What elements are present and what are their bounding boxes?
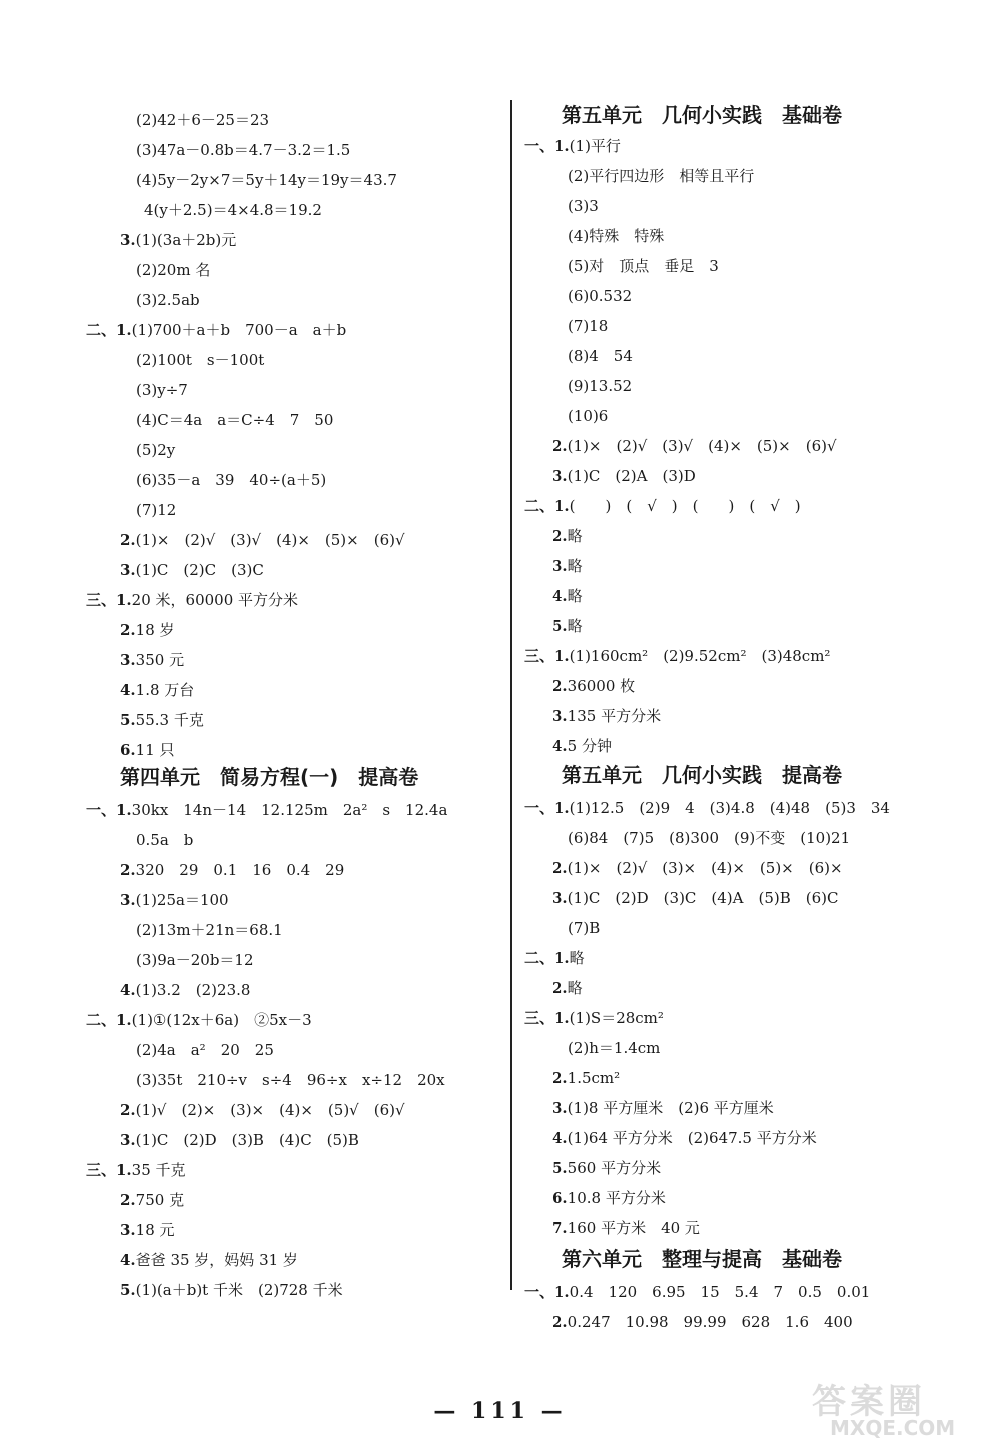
answer-text: (5)2y [136,441,176,459]
answer-line [568,316,608,336]
answer-text: (1)C (2)D (3)B (4)C (5)B [135,1131,359,1149]
question-number: 7. [552,1219,568,1237]
answer-line [120,1190,184,1210]
answer-text: (1)× (2)√ (3)√ (4)× (5)× (6)√ [135,531,405,549]
answer-text: 35 千克 [131,1161,186,1179]
answer-text: 5 分钟 [567,737,612,755]
question-number: 5. [120,1281,136,1299]
answer-line [552,1312,853,1332]
watermark-logo [812,1374,992,1438]
section-heading [562,102,842,128]
answer-text: (2)h＝1.4cm [568,1039,661,1057]
answer-line [552,616,583,636]
answer-line [552,586,583,606]
answer-line [524,136,621,156]
answer-text: 160 平方米 40 元 [567,1219,700,1237]
answer-text: (1)√ (2)× (3)× (4)× (5)√ (6)√ [135,1101,405,1119]
answer-text: (1)①(12x＋6a) ②5x－3 [131,1011,312,1029]
answer-text: 55.3 千克 [135,711,204,729]
answer-line [136,380,188,400]
answer-line [136,350,264,370]
answer-text: 4(y＋2.5)＝4×4.8＝19.2 [144,201,322,219]
answer-text: 750 克 [135,1191,185,1209]
answer-line [136,830,193,850]
answer-text: (4)特殊 特殊 [568,227,665,245]
question-number: 2. [120,1101,136,1119]
question-number: 2. [552,437,568,455]
answer-text: (1)700＋a＋b 700－a a＋b [131,321,347,339]
question-number: 一、1. [524,799,570,817]
answer-text: 36000 枚 [567,677,636,695]
answer-line [136,1040,274,1060]
answer-text: 略 [569,949,585,967]
answer-line [552,978,583,998]
answer-text: 略 [567,979,583,997]
answer-line [120,680,194,700]
section-heading-text: 第五单元 几何小实践 提高卷 [562,763,842,787]
answer-line [568,1038,660,1058]
answer-line [568,828,850,848]
answer-text: (7)18 [568,317,609,335]
question-number: 3. [120,561,136,579]
answer-line [568,166,754,186]
section-heading [120,764,418,790]
section-heading [562,1246,842,1272]
answer-text: (1)12.5 (2)9 4 (3)4.8 (4)48 (5)3 34 [569,799,890,817]
answer-text: 1.5cm² [567,1069,621,1087]
question-number: 3. [552,1099,568,1117]
question-number: 4. [552,737,568,755]
answer-text: (3)3 [568,197,599,215]
answer-line [86,320,346,340]
question-number: 二、1. [86,1011,132,1029]
answer-text: (8)4 54 [568,347,633,365]
answer-text: (1)S＝28cm² [569,1009,664,1027]
answer-line [136,140,350,160]
question-number: 一、1. [86,801,132,819]
answer-line [552,1098,774,1118]
question-number: 5. [552,1159,568,1177]
answer-line [568,286,632,306]
answer-text: (1)C (2)A (3)D [567,467,696,485]
answer-text: (1)64 平方分米 (2)647.5 平方分米 [567,1129,817,1147]
answer-text: (2)20m 名 [136,261,211,279]
answer-text: (1)160cm² (2)9.52cm² (3)48cm² [569,647,831,665]
answer-line [552,706,661,726]
answer-text: (2)100t s－100t [136,351,265,369]
page-number: — 111 — [433,1398,567,1424]
answer-line [136,170,397,190]
question-number: 3. [120,1131,136,1149]
question-number: 一、1. [524,1283,570,1301]
answer-line [524,496,801,516]
answer-line [568,226,664,246]
answer-text: 1.8 万台 [135,681,195,699]
answer-line [136,920,283,940]
answer-text: (4)5y－2y×7＝5y＋14y＝19y＝43.7 [136,171,397,189]
question-number: 6. [552,1189,568,1207]
question-number: 2. [552,979,568,997]
question-number: 4. [120,681,136,699]
answer-line [568,376,632,396]
answer-line [552,436,837,456]
answer-line [144,200,322,220]
answer-text: (1)平行 [569,137,621,155]
answer-text: (1)× (2)√ (3)× (4)× (5)× (6)× [567,859,843,877]
answer-text: (2)42＋6－25＝23 [136,111,270,129]
answer-line [552,1158,661,1178]
answer-text: 135 平方分米 [567,707,662,725]
answer-text: (1)C (2)D (3)C (4)A (5)B (6)C [567,889,839,907]
answer-text: (4)C＝4a a＝C÷4 7 50 [136,411,334,429]
answer-line [524,948,585,968]
answer-line [552,1068,620,1088]
question-number: 一、1. [524,137,570,155]
section-heading-text: 第五单元 几何小实践 基础卷 [562,103,842,127]
column-divider [510,100,512,1290]
answer-line [120,1280,343,1300]
answer-line [568,346,633,366]
question-number: 2. [120,531,136,549]
answer-line [120,1220,175,1240]
question-number: 2. [552,677,568,695]
question-number: 5. [120,711,136,729]
section-heading-text: 第四单元 简易方程(一) 提高卷 [120,765,419,789]
answer-text: 10.8 平方分米 [567,1189,666,1207]
answer-line [524,1282,870,1302]
answer-line [120,560,264,580]
answer-text: 0.4 120 6.95 15 5.4 7 0.5 0.01 [569,1283,871,1301]
answer-line [568,256,719,276]
answer-text: (7)B [568,919,601,937]
answer-text: (7)12 [136,501,177,519]
question-number: 三、1. [524,647,570,665]
answer-line [136,290,200,310]
question-number: 2. [552,859,568,877]
answer-line [524,798,890,818]
question-number: 三、1. [86,591,132,609]
answer-text: 略 [567,557,583,575]
answer-line [568,406,608,426]
question-number: 4. [552,1129,568,1147]
answer-text: 350 元 [135,651,185,669]
question-number: 4. [552,587,568,605]
answer-text: (3)2.5ab [136,291,200,309]
answer-text: (1)3.2 (2)23.8 [135,981,251,999]
answer-line [86,1010,312,1030]
answer-text: (6)84 (7)5 (8)300 (9)不变 (10)21 [568,829,851,847]
answer-line [524,646,830,666]
answer-text: (3)47a－0.8b＝4.7－3.2＝1.5 [136,141,351,159]
answer-text: (1)× (2)√ (3)√ (4)× (5)× (6)√ [567,437,837,455]
question-number: 3. [120,231,136,249]
answer-line [86,800,447,820]
answer-text: 11 只 [135,741,175,759]
answer-line [120,740,175,760]
answer-text: 0.247 10.98 99.99 628 1.6 400 [567,1313,853,1331]
answer-text: 30kx 14n－14 12.125m 2a² s 12.4a [131,801,448,819]
answer-line [524,1008,664,1028]
question-number: 3. [552,467,568,485]
question-number: 2. [120,621,136,639]
answer-text: 18 岁 [135,621,175,639]
answer-line [552,526,583,546]
answer-text: (3)9a－20b＝12 [136,951,254,969]
answer-text: 320 29 0.1 16 0.4 29 [135,861,345,879]
answer-text: (1)8 平方厘米 (2)6 平方厘米 [567,1099,774,1117]
answer-text: (6)35－a 39 40÷(a＋5) [136,471,327,489]
answer-line [120,710,204,730]
answer-line [136,440,175,460]
answer-line [120,620,175,640]
answer-line [136,260,210,280]
question-number: 3. [552,707,568,725]
answer-line [552,1128,817,1148]
answer-text: 560 平方分米 [567,1159,662,1177]
question-number: 6. [120,741,136,759]
answer-line [552,858,843,878]
answer-line [136,410,333,430]
question-number: 二、1. [524,497,570,515]
answer-text: (3)y÷7 [136,381,188,399]
answer-text: (2)13m＋21n＝68.1 [136,921,283,939]
answer-line [120,890,229,910]
answer-line [86,590,298,610]
answer-line [552,466,696,486]
watermark-text-en: MXQE.COM [830,1416,956,1440]
answer-text: (2)4a a² 20 25 [136,1041,274,1059]
answer-line [136,1070,445,1090]
answer-text: (6)0.532 [568,287,633,305]
question-number: 二、1. [524,949,570,967]
answer-line [136,500,176,520]
answer-text: 略 [567,617,583,635]
answer-line [552,1188,666,1208]
answer-text: (1)25a＝100 [135,891,229,909]
answer-text: 18 元 [135,1221,175,1239]
answer-text: ( ) ( √ ) ( ) ( √ ) [569,497,801,515]
answer-text: 略 [567,527,583,545]
question-number: 2. [552,1069,568,1087]
answer-line [568,918,600,938]
answer-line [568,196,599,216]
question-number: 3. [552,889,568,907]
answer-text: (2)平行四边形 相等且平行 [568,167,755,185]
question-number: 3. [120,1221,136,1239]
answer-text: (1)C (2)C (3)C [135,561,264,579]
question-number: 2. [120,1191,136,1209]
answer-line [552,1218,700,1238]
answer-text: (10)6 [568,407,609,425]
question-number: 2. [552,527,568,545]
answer-text: (1)(a＋b)t 千米 (2)728 千米 [135,1281,343,1299]
answer-line [136,470,326,490]
answer-line [136,110,269,130]
question-number: 二、1. [86,321,132,339]
section-heading-text: 第六单元 整理与提高 基础卷 [562,1247,842,1271]
question-number: 2. [552,1313,568,1331]
answer-line [120,860,344,880]
question-number: 三、1. [524,1009,570,1027]
question-number: 三、1. [86,1161,132,1179]
answer-line [86,1160,186,1180]
question-number: 4. [120,1251,136,1269]
answer-text: (1)(3a＋2b)元 [135,231,237,249]
answer-line [120,230,236,250]
answer-line [120,530,405,550]
answer-line [120,650,184,670]
answer-line [120,1130,359,1150]
answer-text: (5)对 顶点 垂足 3 [568,257,719,275]
answer-line [120,1100,405,1120]
watermark-text-cn: 答案圈 [812,1382,926,1422]
answer-text: 爸爸 35 岁，妈妈 31 岁 [135,1251,298,1269]
answer-text: 20 米，60000 平方分米 [131,591,299,609]
question-number: 3. [120,891,136,909]
answer-text: (9)13.52 [568,377,633,395]
section-heading [562,762,842,788]
question-number: 3. [120,651,136,669]
answer-line [552,556,583,576]
answer-line [552,888,838,908]
answer-text: 略 [567,587,583,605]
question-number: 4. [120,981,136,999]
answer-line [552,736,612,756]
answer-line [120,980,250,1000]
answer-text: (3)35t 210÷v s÷4 96÷x x÷12 20x [136,1071,445,1089]
question-number: 2. [120,861,136,879]
answer-line [136,950,254,970]
answer-text: 0.5a b [136,831,194,849]
answer-line [552,676,635,696]
question-number: 3. [552,557,568,575]
answer-line [120,1250,298,1270]
question-number: 5. [552,617,568,635]
